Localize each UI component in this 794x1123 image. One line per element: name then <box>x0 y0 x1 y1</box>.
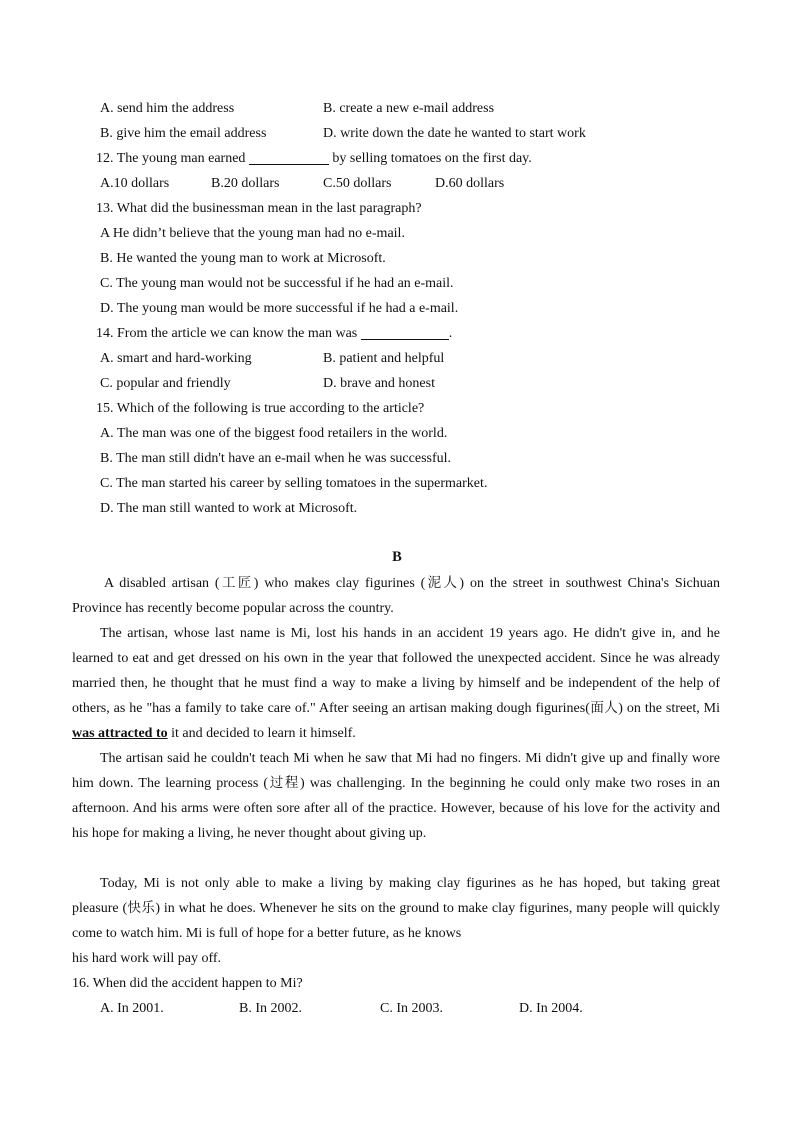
q15-option-d: D. The man still wanted to work at Microsoft. <box>100 501 358 516</box>
q16-option-d: D. In 2004. <box>519 1001 583 1016</box>
q11-option-b: B. create a new e-mail address <box>323 101 495 116</box>
q16-option-b: B. In 2002. <box>239 1001 302 1016</box>
q13-option-d: D. The young man would be more successful if he had a e-mail. <box>100 301 459 316</box>
q12-option-d: D.60 dollars <box>435 176 505 191</box>
q15-stem: 15. Which of the following is true according to the article? <box>96 401 425 416</box>
highlighted-phrase: was attracted to <box>72 726 168 741</box>
q16-option-a: A. In 2001. <box>100 1001 164 1016</box>
passage-paragraph-4-last-line: his hard work will pay off. <box>72 951 222 966</box>
q12-option-b: B.20 dollars <box>211 176 280 191</box>
passage-paragraph-2: The artisan, whose last name is Mi, lost his hands in an accident 19 years ago. He didn't give in, and he learned to eat and get dressed on his own in the year that followed the unexpected accident. Since he was already married then, he thought that he must find a way to make a living by himself and be independent of the help of others, as he "has a family to take care of." After seeing an artisan making dough figurines(面人) on the street, Mi was attracted to it and decided to learn it himself. <box>72 626 721 741</box>
q15-option-b: B. The man still didn't have an e-mail when he was successful. <box>100 451 452 466</box>
q14-stem: 14. From the article we can know the man was . <box>96 321 452 346</box>
q15-option-a: A. The man was one of the biggest food retailers in the world. <box>100 426 448 441</box>
q16-stem: 16. When did the accident happen to Mi? <box>72 976 303 991</box>
q15-option-c: C. The man started his career by selling tomatoes in the supermarket. <box>100 476 488 491</box>
q11-option-d: D. write down the date he wanted to start work <box>323 126 586 141</box>
q14-option-a: A. smart and hard-working <box>100 351 252 366</box>
q13-option-a: A He didn’t believe that the young man had no e-mail. <box>100 226 405 241</box>
section-b-title: B <box>392 549 402 565</box>
q14-option-b: B. patient and helpful <box>323 351 445 366</box>
q12-option-c: C.50 dollars <box>323 176 392 191</box>
passage-paragraph-1: A disabled artisan (工匠) who makes clay figurines (泥人) on the street in southwest China's Sichuan Province has recently become popular across the country. <box>72 575 720 616</box>
passage-paragraph-3: The artisan said he couldn't teach Mi when he saw that Mi had no fingers. Mi didn't give up and finally wore him down. The learning process (过程) was challenging. In the beginning he could only make two roses in an afternoon. And his arms were often sore after all of the practice. However, because of his love for the activity and his hope for making a living, he never thought about giving up. <box>72 751 721 841</box>
q11-option-a: A. send him the address <box>100 101 235 116</box>
q13-stem: 13. What did the businessman mean in the last paragraph? <box>96 201 422 216</box>
q13-option-b: B. He wanted the young man to work at Microsoft. <box>100 251 386 266</box>
q14-option-c: C. popular and friendly <box>100 376 231 391</box>
q12-stem: 12. The young man earned by selling tomatoes on the first day. <box>96 146 532 171</box>
q16-option-c: C. In 2003. <box>380 1001 443 1016</box>
q14-answer-blank <box>361 323 449 340</box>
q11-option-c: B. give him the email address <box>100 126 267 141</box>
q12-option-a: A.10 dollars <box>100 176 170 191</box>
passage-paragraph-4: Today, Mi is not only able to make a living by making clay figurines as he has hoped, but taking great pleasure (快乐) in what he does. Whenever he sits on the ground to make clay figurines, many people will quickly come to watch him. Mi is full of hope for a better future, as he knows <box>72 876 721 941</box>
q13-option-c: C. The young man would not be successful if he had an e-mail. <box>100 276 454 291</box>
q12-answer-blank <box>249 148 329 165</box>
q14-option-d: D. brave and honest <box>323 376 435 391</box>
